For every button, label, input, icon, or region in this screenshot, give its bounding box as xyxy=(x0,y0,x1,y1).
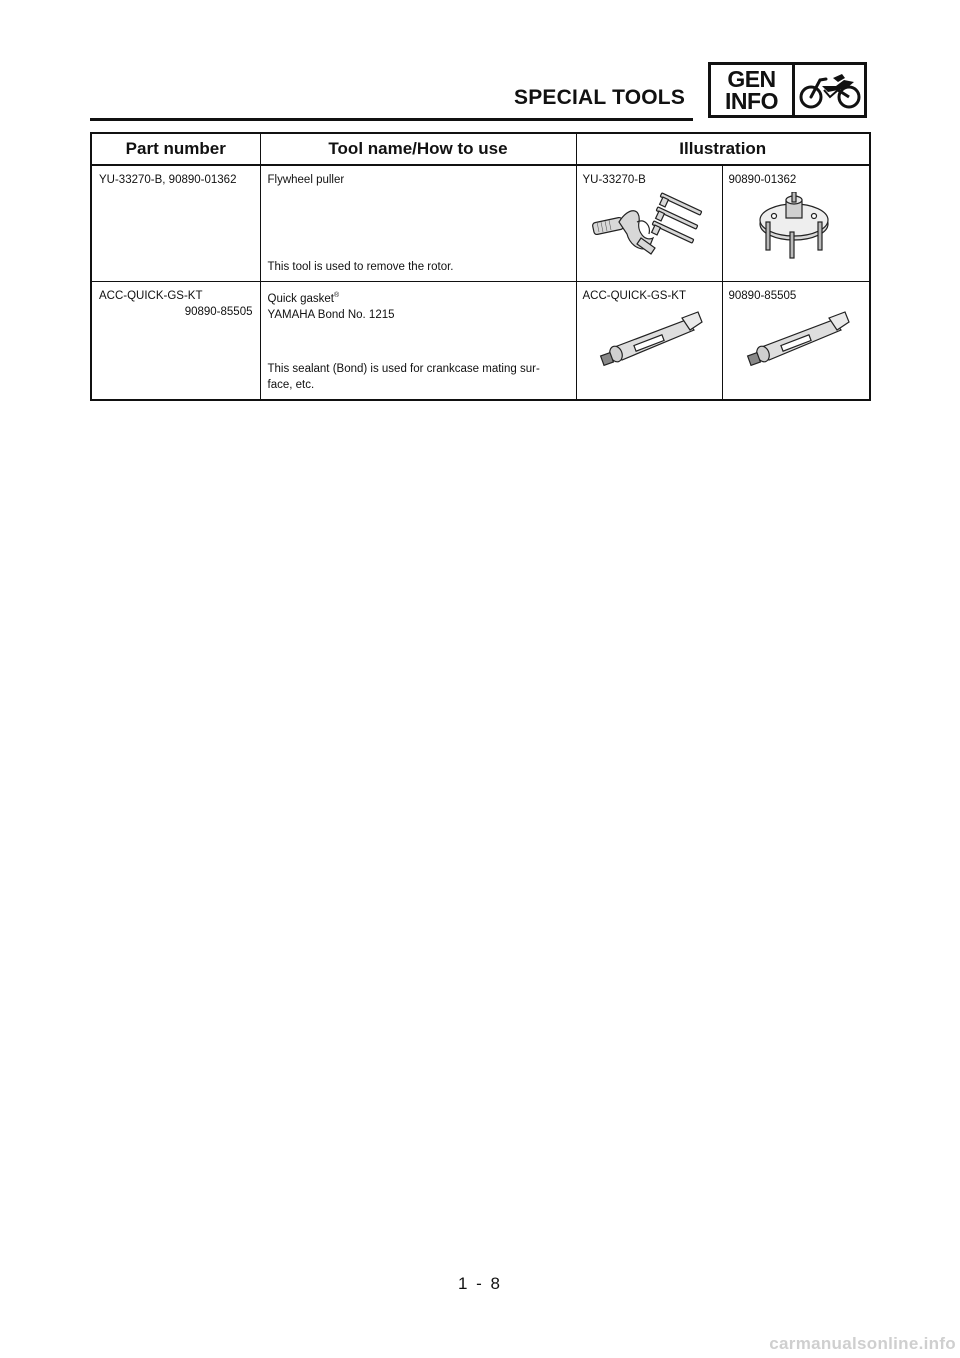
flywheel-puller-illustration xyxy=(583,192,716,260)
how-to-use: This tool is used to remove the rotor. xyxy=(267,261,454,273)
table-row xyxy=(91,165,870,282)
illustration-cell xyxy=(722,282,870,401)
tool-name-cell xyxy=(260,165,576,282)
illustration-label: 90890-85505 xyxy=(728,290,797,302)
page-number: 1 - 8 xyxy=(457,1274,503,1293)
part-number-cell xyxy=(91,282,260,401)
section-badge xyxy=(708,62,867,118)
column-header-part-number: Part number xyxy=(91,133,260,165)
illustration-cell xyxy=(576,165,722,282)
badge-line-gen: GEN xyxy=(727,66,776,92)
illustration-cell xyxy=(576,282,722,401)
badge-line-info: INFO xyxy=(725,88,778,114)
table-header-row xyxy=(91,133,870,165)
how-to-use-cont: face, etc. xyxy=(267,379,315,391)
sealant-tube-illustration xyxy=(729,308,864,374)
registered-mark: ® xyxy=(333,292,340,299)
illustration-label: YU-33270-B xyxy=(582,174,646,186)
illustration-cell xyxy=(722,165,870,282)
watermark: carmanualsonline.info xyxy=(769,1334,956,1353)
badge-text xyxy=(711,65,795,115)
tool-name: Flywheel puller xyxy=(267,174,345,186)
column-header-illustration: Illustration xyxy=(576,133,870,165)
special-tools-table xyxy=(90,132,871,401)
illustration-label: ACC-QUICK-GS-KT xyxy=(582,290,686,302)
part-number: YU-33270-B, 90890-01362 xyxy=(99,174,237,186)
tool-name: Quick gasket® xyxy=(267,292,340,305)
motorcycle-icon xyxy=(795,65,864,115)
tool-name-cell xyxy=(260,282,576,401)
how-to-use: This sealant (Bond) is used for crankcase mating sur- xyxy=(267,363,540,375)
column-header-tool-name: Tool name/How to use xyxy=(260,133,576,165)
tool-name-alt: YAMAHA Bond No. 1215 xyxy=(267,308,395,321)
illustration-label: 90890-01362 xyxy=(728,174,797,186)
page-title: SPECIAL TOOLS xyxy=(514,86,686,109)
part-number: ACC-QUICK-GS-KT xyxy=(99,290,203,302)
table-row xyxy=(91,282,870,401)
sealant-tube-illustration xyxy=(583,308,716,374)
part-number-cell xyxy=(91,165,260,282)
flywheel-puller-plate-illustration xyxy=(729,192,864,262)
header-rule xyxy=(90,118,693,121)
part-number-alt: 90890-85505 xyxy=(184,306,253,318)
